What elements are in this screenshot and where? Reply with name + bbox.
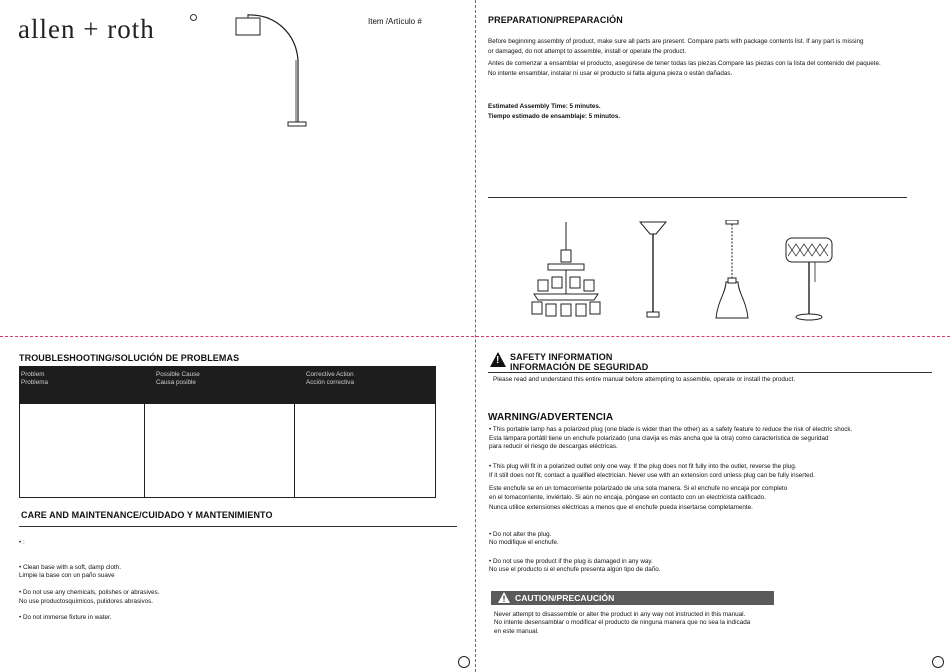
care-item-1-es: Limpie la base con un paño suave bbox=[19, 572, 115, 579]
troubleshooting-table-body bbox=[19, 404, 436, 498]
warning-heading: WARNING/ADVERTENCIA bbox=[488, 412, 614, 423]
warning-triangle-icon: ! bbox=[490, 352, 506, 367]
table-cell bbox=[20, 404, 145, 498]
brand-registered-mark bbox=[190, 14, 197, 21]
care-rule bbox=[19, 526, 457, 527]
preparation-line-4: No intente ensamblar, instalar ni usar el producto si falta alguna pieza o están dañadas. bbox=[488, 70, 733, 77]
warning-1-line-1: • This portable lamp has a polarized plug (one blade is wider than the other) as a safety feature to reduce the risk of electric shock. bbox=[489, 426, 853, 433]
caution-line-2: No intente desensamblar o modificar el producto de ninguna manera que no sea la indicada bbox=[494, 619, 751, 626]
safety-heading-es: INFORMACIÓN DE SEGURIDAD bbox=[510, 362, 649, 372]
warning-1-line-3: para reducir el riesgo de descargas eléctricas. bbox=[489, 443, 618, 450]
col-problem-en: Problem bbox=[21, 371, 45, 378]
brand-logo: allen + roth bbox=[18, 14, 155, 44]
warning-5-line-1: • Do not use the product if the plug is damaged in any way. bbox=[489, 558, 653, 565]
assembly-time-en: Estimated Assembly Time: 5 minutes. bbox=[488, 103, 601, 110]
preparation-line-2: or damaged, do not attempt to assemble, install or operate the product. bbox=[488, 48, 687, 55]
care-item-2-en: • Do not use any chemicals, polishes or abrasives. bbox=[19, 589, 160, 596]
warning-2-line-1: • This plug will fit in a polarized outlet only one way. If the plug does not fit fully into the outlet, reverse the plug. bbox=[489, 463, 797, 470]
col-cause-en: Possible Cause bbox=[156, 371, 200, 378]
care-item-2-es: No use productosquímicos, pulidores abrasivos. bbox=[19, 598, 154, 605]
safety-rule bbox=[488, 372, 932, 373]
divider-rule bbox=[488, 197, 907, 198]
circle-icon bbox=[458, 656, 470, 668]
warning-3-line-2: en el tomacorriente, inviértalo. Si aún no encaja, póngase en contacto con un electricista calificado. bbox=[489, 494, 766, 501]
safety-intro: Please read and understand this entire manual before attempting to assemble, operate or install the product. bbox=[493, 376, 796, 383]
warning-5-line-2: No use el producto si el enchufe presenta algún tipo de daño. bbox=[489, 566, 661, 573]
col-cause-es: Causa posible bbox=[156, 379, 196, 386]
warning-3-line-1: Este enchufe se en un tomacorriente polarizado de una sola manera. Si el enchufe no encaja por completo bbox=[489, 485, 788, 492]
table-cell bbox=[145, 404, 295, 498]
troubleshooting-table-header bbox=[19, 366, 436, 404]
care-item-3-en: • Do not immerse fixture in water. bbox=[19, 614, 112, 621]
care-heading: CARE AND MAINTENANCE/CUIDADO Y MANTENIMIENTO bbox=[21, 510, 273, 520]
caution-line-1: Never attempt to disassemble or alter the product in any way not instructed in this manual. bbox=[494, 611, 746, 618]
troubleshooting-heading: TROUBLESHOOTING/SOLUCIÓN DE PROBLEMAS bbox=[19, 353, 240, 363]
col-action-en: Corrective Action bbox=[306, 371, 354, 378]
care-blank-bullet: • : bbox=[19, 539, 25, 546]
horizontal-fold-line bbox=[0, 336, 950, 337]
preparation-heading: PREPARATION/PREPARACIÓN bbox=[488, 15, 623, 25]
arc-floor-lamp-icon bbox=[232, 12, 312, 130]
item-number-label: Item /Artículo # bbox=[368, 17, 422, 26]
col-problem-es: Problema bbox=[21, 379, 48, 386]
caution-warning-icon bbox=[497, 591, 511, 609]
care-item-1-en: • Clean base with a soft, damp cloth. bbox=[19, 564, 121, 571]
circle-icon bbox=[932, 656, 944, 668]
chandelier-icon bbox=[530, 222, 602, 320]
warning-4-line-1: • Do not alter the plug. bbox=[489, 531, 552, 538]
warning-2-line-2: If it still does not fit, contact a qualified electrician. Never use with an extension cord unless plug can be fully inserted. bbox=[489, 472, 815, 479]
caution-line-3: en este manual. bbox=[494, 628, 539, 635]
preparation-line-3: Antes de comenzar a ensamblar el producto, asegúrese de tener todas las piezas.Compare las piezas con la lista del contenido del paquete. bbox=[488, 60, 881, 67]
col-action-es: Acción correctiva bbox=[306, 379, 354, 386]
warning-1-line-2: Esta lámpara portátil tiene un enchufe polarizado (una clavija es más ancha que la otra) como característica de seguridad bbox=[489, 435, 829, 442]
warning-3-line-3: Nunca utilice extensiones eléctricas a menos que el enchufe pueda insertarse completamente. bbox=[489, 504, 753, 511]
warning-4-line-2: No modifique el enchufe. bbox=[489, 539, 559, 546]
torchiere-floor-lamp-icon bbox=[638, 220, 668, 320]
table-lamp-icon bbox=[782, 236, 836, 322]
caution-banner bbox=[491, 591, 774, 605]
pendant-light-icon bbox=[712, 220, 752, 320]
preparation-line-1: Before beginning assembly of product, make sure all parts are present. Compare parts with package contents list. If any part is missing bbox=[488, 38, 864, 45]
safety-heading-en: SAFETY INFORMATION bbox=[510, 352, 613, 362]
assembly-time-es: Tiempo estimado de ensamblaje: 5 minutos. bbox=[488, 113, 621, 120]
caution-heading: CAUTION/PRECAUCIÓN bbox=[515, 593, 615, 603]
